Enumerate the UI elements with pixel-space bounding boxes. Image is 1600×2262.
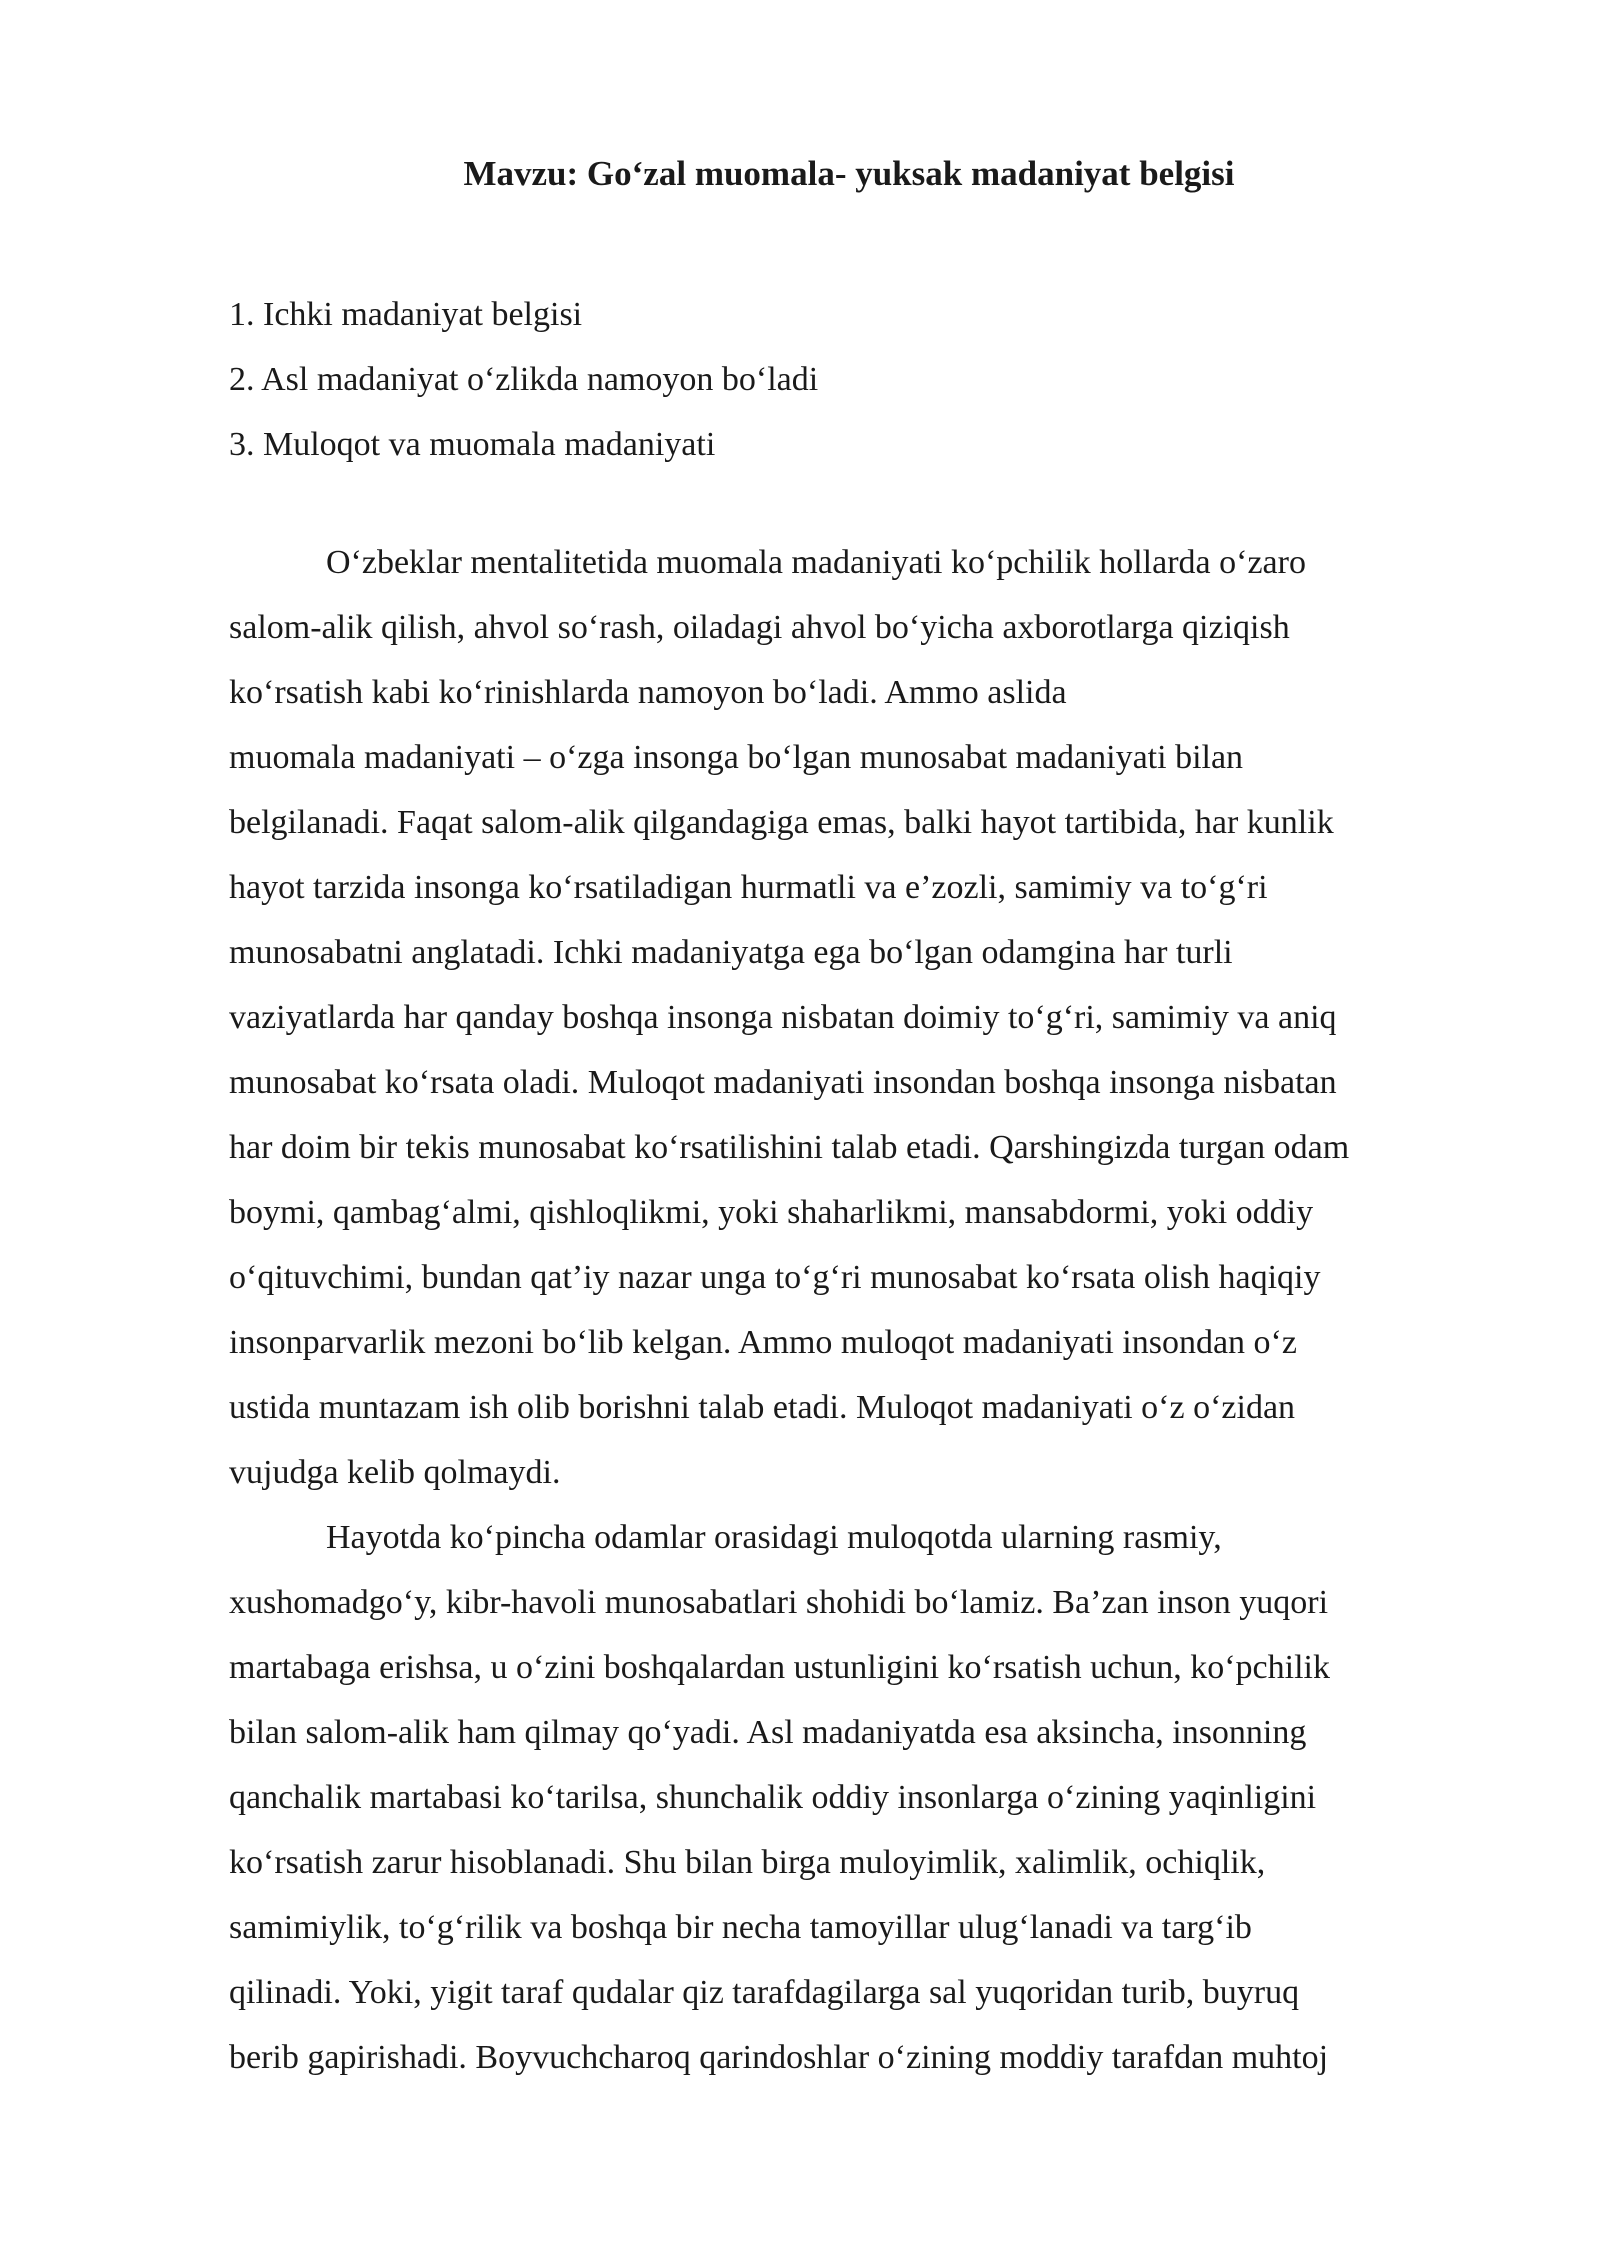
paragraph-line: O‘zbeklar mentalitetida muomala madaniyati ko‘pchilik hollarda o‘zaro: [326, 544, 1306, 581]
paragraph-line: belgilanadi. Faqat salom-alik qilgandagiga emas, balki hayot tartibida, har kunlik: [229, 804, 1334, 841]
topic-outline: [229, 282, 1469, 477]
paragraph-line: muomala madaniyati – o‘zga insonga bo‘lgan munosabat madaniyati bilan: [229, 739, 1244, 776]
paragraph-line: ko‘rsatish kabi ko‘rinishlarda namoyon bo‘ladi. Ammo aslida: [229, 674, 1067, 711]
paragraph-line: vaziyatlarda har qanday boshqa insonga nisbatan doimiy to‘g‘ri, samimiy va aniq: [229, 999, 1337, 1036]
paragraph-line: qilinadi. Yoki, yigit taraf qudalar qiz tarafdagilarga sal yuqoridan turib, buyruq: [229, 1974, 1300, 2011]
document-title: Mavzu: Go‘zal muomala- yuksak madaniyat belgisi: [463, 154, 1235, 193]
body-text: [229, 530, 1469, 2090]
paragraph-line: boymi, qambag‘almi, qishloqlikmi, yoki shaharlikmi, mansabdormi, yoki oddiy: [229, 1194, 1314, 1231]
paragraph-line: Hayotda ko‘pincha odamlar orasidagi muloqotda ularning rasmiy,: [326, 1519, 1222, 1556]
paragraph: [229, 1505, 1469, 2090]
paragraph-line: martabaga erishsa, u o‘zini boshqalardan ustunligini ko‘rsatish uchun, ko‘pchilik: [229, 1649, 1330, 1686]
paragraph: [229, 530, 1469, 1505]
paragraph-line: qanchalik martabasi ko‘tarilsa, shunchalik oddiy insonlarga o‘zining yaqinligini: [229, 1779, 1317, 1816]
paragraph-line: o‘qituvchimi, bundan qat’iy nazar unga to‘g‘ri munosabat ko‘rsata olish haqiqiy: [229, 1259, 1321, 1296]
paragraph-line: har doim bir tekis munosabat ko‘rsatilishini talab etadi. Qarshingizda turgan odam: [229, 1129, 1350, 1166]
paragraph-line: samimiylik, to‘g‘rilik va boshqa bir necha tamoyillar ulug‘lanadi va targ‘ib: [229, 1909, 1252, 1946]
outline-item: 3. Muloqot va muomala madaniyati: [229, 426, 716, 463]
outline-item: 1. Ichki madaniyat belgisi: [229, 296, 583, 333]
paragraph-line: ko‘rsatish zarur hisoblanadi. Shu bilan birga muloyimlik, xalimlik, ochiqlik,: [229, 1844, 1266, 1881]
paragraph-line: munosabat ko‘rsata oladi. Muloqot madaniyati insondan boshqa insonga nisbatan: [229, 1064, 1337, 1101]
paragraph-line: ustida muntazam ish olib borishni talab etadi. Muloqot madaniyati o‘z o‘zidan: [229, 1389, 1296, 1426]
paragraph-line: munosabatni anglatadi. Ichki madaniyatga ega bo‘lgan odamgina har turli: [229, 934, 1233, 971]
paragraph-line: vujudga kelib qolmaydi.: [229, 1454, 561, 1491]
paragraph-line: xushomadgo‘y, kibr-havoli munosabatlari shohidi bo‘lamiz. Ba’zan inson yuqori: [229, 1584, 1329, 1621]
paragraph-line: bilan salom-alik ham qilmay qo‘yadi. Asl madaniyatda esa aksincha, insonning: [229, 1714, 1307, 1751]
outline-item: 2. Asl madaniyat o‘zlikda namoyon bo‘ladi: [229, 361, 819, 398]
paragraph-line: salom-alik qilish, ahvol so‘rash, oiladagi ahvol bo‘yicha axborotlarga qiziqish: [229, 609, 1290, 646]
paragraph-line: berib gapirishadi. Boyvuchcharoq qarindoshlar o‘zining moddiy tarafdan muhtoj: [229, 2039, 1329, 2076]
paragraph-line: hayot tarzida insonga ko‘rsatiladigan hurmatli va e’zozli, samimiy va to‘g‘ri: [229, 869, 1268, 906]
paragraph-line: insonparvarlik mezoni bo‘lib kelgan. Ammo muloqot madaniyati insondan o‘z: [229, 1324, 1297, 1361]
